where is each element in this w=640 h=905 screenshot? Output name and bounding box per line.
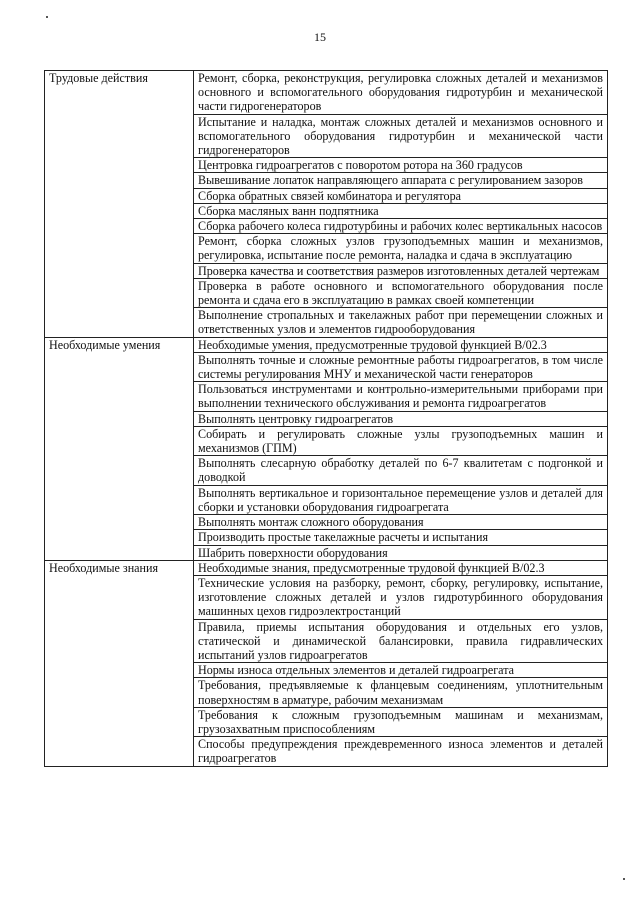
item-cell: Центровка гидроагрегатов с поворотом ротора на 360 градусов [194,158,608,173]
item-cell: Испытание и наладка, монтаж сложных деталей и механизмов основного и вспомогательного оборудования гидротурбин и механической части гидрогенераторов [194,114,608,158]
scan-artifact [46,16,48,18]
table-row [45,337,608,352]
item-cell: Требования, предъявляемые к фланцевым соединениям, уплотнительным поверхностям в арматуре, рабочим механизмам [194,678,608,707]
item-cell: Выполнять центровку гидроагрегатов [194,411,608,426]
item-cell: Выполнять слесарную обработку деталей по 6-7 квалитетам с подгонкой и доводкой [194,456,608,485]
item-cell: Сборка масляных ванн подпятника [194,203,608,218]
requirements-table [44,70,608,767]
item-cell: Выполнять монтаж сложного оборудования [194,515,608,530]
item-cell: Производить простые такелажные расчеты и испытания [194,530,608,545]
item-cell: Выполнение стропальных и такелажных работ при перемещении сложных и ответственных узлов и элементов гидрооборудования [194,308,608,337]
item-cell: Ремонт, сборка, реконструкция, регулировка сложных деталей и механизмов основного и вспомогательного оборудования гидротурбин и механической части гидрогенераторов [194,71,608,115]
item-cell: Ремонт, сборка сложных узлов грузоподъемных машин и механизмов, регулировка, испытание после ремонта, наладка и сдача в эксплуатацию [194,234,608,263]
item-cell: Проверка в работе основного и вспомогательного оборудования после ремонта и сдача его в эксплуатацию в рамках своей компетенции [194,278,608,307]
item-cell: Пользоваться инструментами и контрольно-измерительными приборами при выполнении технического обслуживания и ремонта гидроагрегатов [194,382,608,411]
item-cell: Собирать и регулировать сложные узлы грузоподъемных машин и механизмов (ГПМ) [194,426,608,455]
item-cell: Нормы износа отдельных элементов и деталей гидроагрегата [194,663,608,678]
item-cell: Правила, приемы испытания оборудования и отдельных его узлов, статической и динамической балансировки, правила гидравлических испытаний узлов гидроагрегатов [194,619,608,663]
item-cell: Способы предупреждения преждевременного износа элементов и деталей гидроагрегатов [194,737,608,766]
item-cell: Необходимые знания, предусмотренные трудовой функцией В/02.3 [194,560,608,575]
item-cell: Выполнять точные и сложные ремонтные работы гидроагрегатов, в том числе системы регулирования МНУ и механической части генераторов [194,352,608,381]
item-cell: Шабрить поверхности оборудования [194,545,608,560]
page-number: 15 [314,30,326,44]
item-cell: Технические условия на разборку, ремонт, сборку, регулировку, испытание, изготовление сложных деталей и узлов гидротурбинного оборудования машинных цехов гидроэлектростанций [194,575,608,619]
category-cell: Трудовые действия [45,71,194,338]
item-cell: Выполнять вертикальное и горизонтальное перемещение узлов и деталей для сборки и установки оборудования гидроагрегата [194,485,608,514]
item-cell: Требования к сложным грузоподъемным машинам и механизмам, грузозахватным приспособлениям [194,707,608,736]
item-cell: Сборка рабочего колеса гидротурбины и рабочих колес вертикальных насосов [194,219,608,234]
scan-artifact [623,878,625,880]
table-row [45,560,608,575]
item-cell: Необходимые умения, предусмотренные трудовой функцией В/02.3 [194,337,608,352]
item-cell: Сборка обратных связей комбинатора и регулятора [194,188,608,203]
table-row [45,71,608,115]
category-cell: Необходимые умения [45,337,194,560]
item-cell: Вывешивание лопаток направляющего аппарата с регулированием зазоров [194,173,608,188]
category-cell: Необходимые знания [45,560,194,766]
item-cell: Проверка качества и соответствия размеров изготовленных деталей чертежам [194,263,608,278]
